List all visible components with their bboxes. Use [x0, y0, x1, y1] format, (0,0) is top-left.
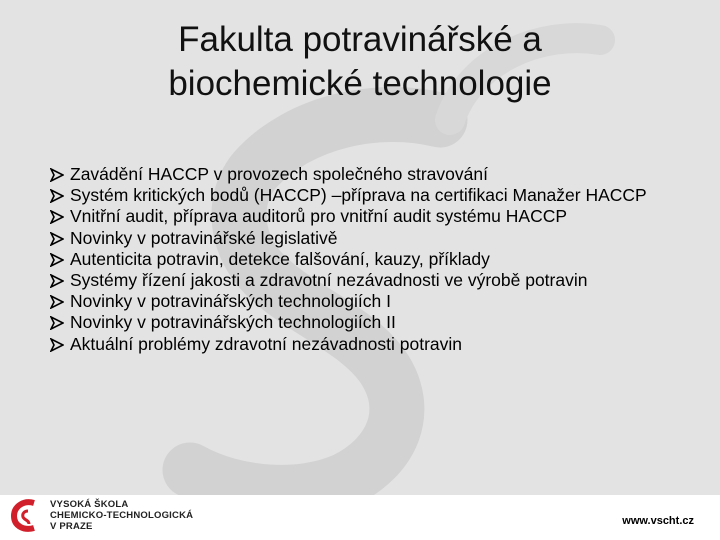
topic-item: [50, 208, 715, 226]
arrowhead-bullet-icon: [50, 338, 64, 352]
topic-text: Systém kritických bodů (HACCP) –příprava na certifikaci Manažer HACCP: [70, 185, 647, 206]
page-title: [0, 18, 720, 106]
topic-item: [50, 333, 715, 354]
vscht-logo-icon: [8, 497, 42, 535]
arrowhead-bullet-icon: [50, 274, 64, 288]
topic-text: Novinky v potravinářských technologiích II: [70, 312, 396, 333]
title-line-1: Fakulta potravinářské a: [178, 20, 542, 59]
topic-text: Novinky v potravinářské legislativě: [70, 227, 338, 248]
footer-bar: [0, 495, 720, 540]
topic-item: [50, 187, 715, 205]
topic-item: [50, 166, 715, 184]
arrowhead-bullet-icon: [50, 295, 64, 309]
arrowhead-bullet-icon: [50, 210, 64, 224]
topic-text: Systémy řízení jakosti a zdravotní nezávadnosti ve výrobě potravin: [70, 269, 588, 290]
title-line-2: biochemické technologie: [168, 64, 552, 103]
topic-text: Zavádění HACCP v provozech společného stravování: [70, 164, 488, 184]
topic-item: [50, 293, 715, 311]
arrowhead-bullet-icon: [50, 253, 64, 267]
arrowhead-bullet-icon: [50, 189, 64, 203]
website-link[interactable]: www.vscht.cz: [622, 515, 694, 527]
arrowhead-bullet-icon: [50, 232, 64, 246]
topic-text: Autenticita potravin, detekce falšování, kauzy, příklady: [70, 248, 490, 269]
school-line-3: V PRAZE: [50, 521, 93, 532]
topic-item: [50, 314, 715, 332]
school-line-2: CHEMICKO-TECHNOLOGICKÁ: [50, 510, 194, 521]
topic-text: Vnitřní audit, příprava auditorů pro vnitřní audit systému HACCP: [70, 206, 568, 227]
topic-item: [50, 248, 715, 269]
topic-item: [50, 269, 715, 290]
arrowhead-bullet-icon: [50, 316, 64, 330]
topic-item: [50, 227, 715, 248]
topic-text: Aktuální problémy zdravotní nezávadnosti potravin: [70, 333, 463, 354]
school-name: [50, 499, 193, 532]
topic-list: [50, 166, 715, 357]
topic-text: Novinky v potravinářských technologiích I: [70, 291, 391, 312]
school-line-1: VYSOKÁ ŠKOLA: [50, 499, 129, 510]
arrowhead-bullet-icon: [50, 168, 64, 182]
